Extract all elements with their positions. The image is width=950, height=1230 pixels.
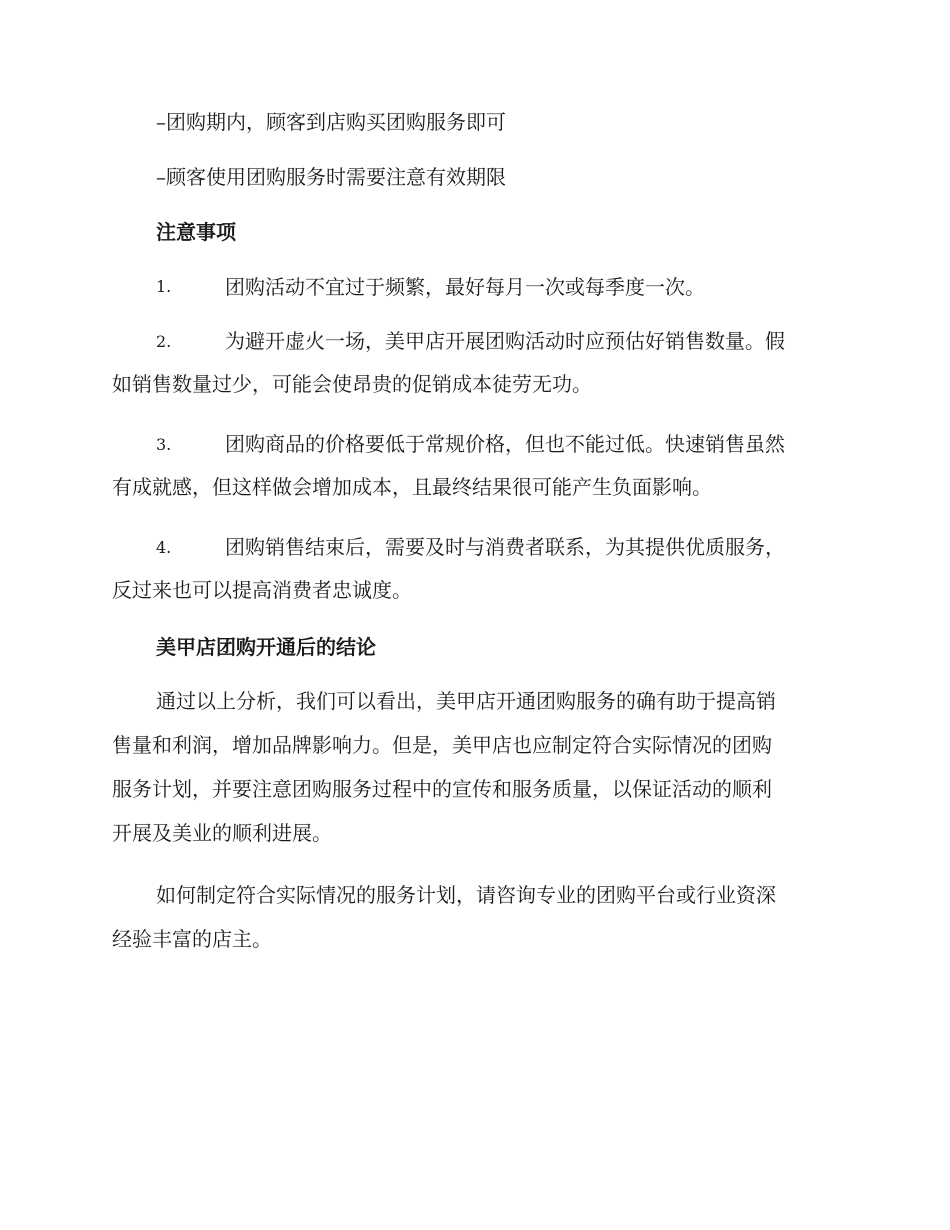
note-number: 4. — [156, 538, 172, 557]
paragraph-line: 售量和利润，增加品牌影响力。但是，美甲店也应制定符合实际情况的团购 — [112, 733, 772, 757]
section-heading-conclusion: 美甲店团购开通后的结论 — [156, 635, 376, 659]
note-item-3 — [112, 422, 834, 507]
note-text: 团购商品的价格要低于常规价格，但也不能过低。快速销售虽然 — [225, 432, 785, 456]
note-text: 团购活动不宜过于频繁，最好每月一次或每季度一次。 — [225, 275, 705, 299]
note-number: 1. — [156, 277, 172, 296]
section-heading-notes: 注意事项 — [156, 220, 236, 244]
conclusion-paragraph — [112, 679, 834, 855]
document-page — [112, 108, 834, 988]
paragraph-line: 开展及美业的顺利进展。 — [112, 821, 332, 845]
note-text-continued: 如销售数量过少，可能会使昂贵的促销成本徒劳无功。 — [112, 372, 592, 396]
paragraph-line: 如何制定符合实际情况的服务计划，请咨询专业的团购平台或行业资深 — [156, 883, 776, 907]
paragraph-line: 通过以上分析，我们可以看出，美甲店开通团购服务的确有助于提高销 — [156, 689, 776, 713]
intro-item: –顾客使用团购服务时需要注意有效期限 — [156, 165, 506, 189]
note-text: 团购销售结束后，需要及时与消费者联系，为其提供优质服务， — [225, 535, 785, 559]
note-item-2 — [112, 319, 834, 404]
note-number: 3. — [156, 435, 172, 454]
note-text-continued: 反过来也可以提高消费者忠诚度。 — [112, 578, 412, 602]
paragraph-line: 经验丰富的店主。 — [112, 927, 272, 951]
note-item-1 — [112, 273, 834, 301]
note-text-continued: 有成就感，但这样做会增加成本，且最终结果很可能产生负面影响。 — [112, 475, 712, 499]
paragraph-line: 服务计划，并要注意团购服务过程中的宣传和服务质量，以保证活动的顺利 — [112, 777, 772, 801]
note-item-4 — [112, 525, 834, 610]
closing-paragraph — [112, 873, 834, 961]
note-number: 2. — [156, 332, 172, 351]
note-text: 为避开虚火一场，美甲店开展团购活动时应预估好销售数量。假 — [225, 329, 785, 353]
intro-item: –团购期内，顾客到店购买团购服务即可 — [156, 110, 506, 134]
